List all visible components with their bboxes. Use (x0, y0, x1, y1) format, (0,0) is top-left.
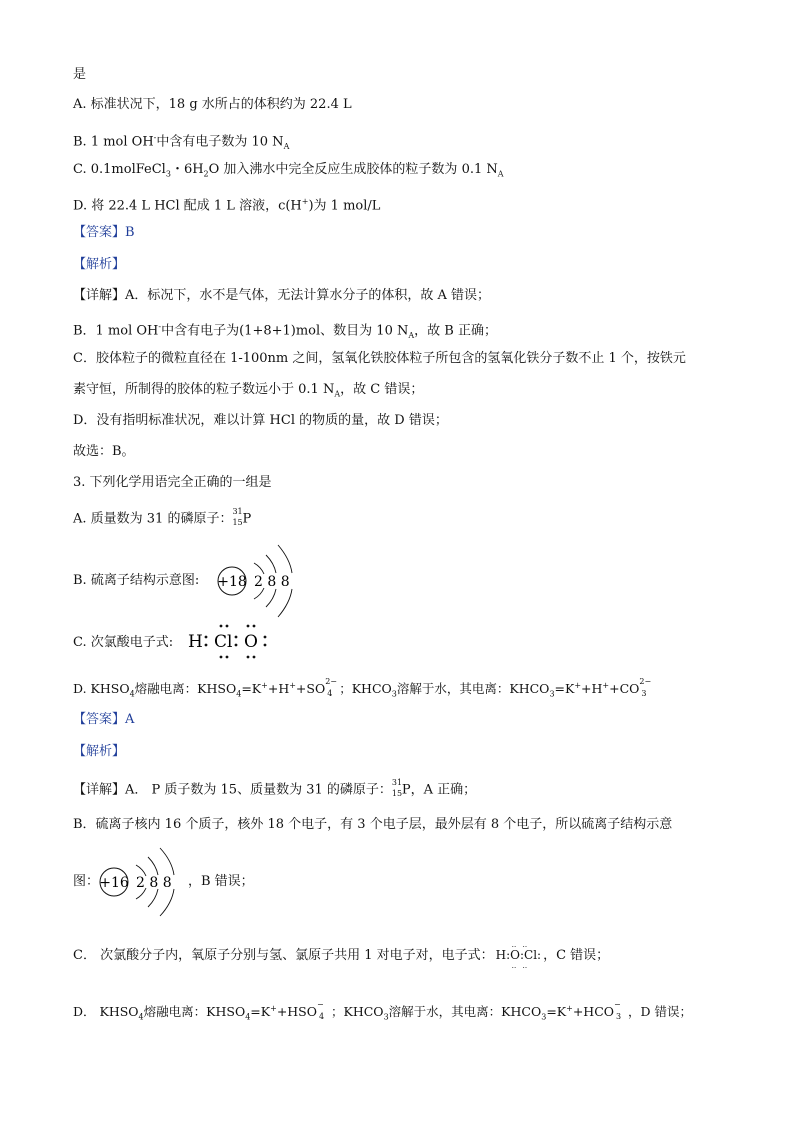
phosphorus-isotope: 31 15 (232, 507, 243, 527)
q2-option-b: B. 1 mol OH-中含有电子数为 10 $N_A$ (73, 133, 290, 151)
q2-option-d: D. 将 22.4 L HCl 配成 1 L 溶液，c(H+)为 1 mol/L (73, 197, 381, 214)
q3-detail-b-line2-prefix: 图： (73, 874, 100, 889)
svg-text:2 8 8: 2 8 8 (136, 875, 172, 891)
svg-text:+18: +18 (217, 574, 247, 590)
svg-text:Cl: Cl (214, 632, 233, 652)
q3-option-d: D. $KHSO_4$熔融电离：$KHSO_4=K^++H^++SO$ 2− 4 ；$KHCO_3$溶解于水，其电离：$KHCO_3=K^++H^++CO$ 2− 3 (73, 676, 652, 699)
q3-option-c-label: C. 次氯酸电子式: (73, 635, 174, 650)
q3-stem: 3. 下列化学用语完全正确的一组是 (73, 475, 272, 490)
q2-stem-tail: 是 (73, 67, 87, 82)
hypochlorous-electron-formula-wrong (186, 620, 278, 662)
q2-option-c: C. 0.1molFeCl$_3$・$6H_2O$ 加入沸水中完全反应生成胶体的粒子数为 0.1 $N_A$ (73, 162, 504, 179)
hypochlorous-electron-formula-correct: ‥ ‥ H:O:Cl: ‥ ‥ (495, 941, 542, 970)
svg-text:O: O (244, 632, 258, 652)
q3-option-b-label: B. 硫离子结构示意图: (73, 573, 200, 588)
q2-detail-b: B．1 mol OH-中含有电子为(1+8+1)mol、数目为 10 $N_A$，故 B 正确； (73, 322, 497, 340)
q3-detail-a: 【详解】A． P 质子数为 15、质量数为 31 的磷原子： 31 15 P，A 正确； (73, 778, 477, 798)
q3-detail-b-line2-suffix: ，B 错误； (188, 874, 254, 889)
q2-detail-c-line1: C．胶体粒子的微粒直径在 1-100nm 之间，氢氧化铁胶体粒子所包含的氢氧化铁分子数不止 1 个，按铁元 (73, 351, 686, 366)
svg-text:2 8 8: 2 8 8 (254, 574, 290, 590)
q2-conclusion: 故选：B。 (73, 444, 135, 459)
q3-analysis-label: 【解析】 (73, 744, 126, 759)
q3-answer: 【答案】A (73, 712, 135, 727)
q2-answer: 【答案】B (73, 225, 135, 240)
sulfide-ion-diagram-correct (98, 845, 186, 919)
q2-option-a: A. 标准状况下，18 g 水所占的体积约为 22.4 L (73, 97, 352, 112)
q2-detail-d: D．没有指明标准状况，难以计算 HCl 的物质的量，故 D 错误； (73, 413, 448, 428)
phosphorus-isotope: 31 15 (391, 778, 403, 798)
q3-detail-c: C． 次氯酸分子内，氧原子分别与氢、氯原子共用 1 对电子对，电子式： ‥ ‥ H:O:Cl: ‥ ‥ ，C 错误； (73, 941, 610, 970)
q2-analysis-label: 【解析】 (73, 257, 126, 272)
q3-detail-d: D． $KHSO_4$熔融电离：$KHSO_4=K^++HSO$ − 4 ；$KHCO_3$溶解于水，其电离：$KHCO_3=K^++HCO$ − 3 ，D 错误； (73, 999, 693, 1022)
q3-option-a: A. 质量数为 31 的磷原子： 31 15 P (73, 507, 252, 527)
q2-detail-c-line2: 素守恒，所制得的胶体的粒子数远小于 0.1 $N_A$，故 C 错误； (73, 382, 424, 399)
sulfide-ion-diagram-wrong (214, 541, 304, 623)
q3-detail-b-line1: B．硫离子核内 16 个质子，核外 18 个电子，有 3 个电子层，最外层有 8 个电子，所以硫离子结构示意 (73, 817, 673, 832)
q2-detail-a: 【详解】A．标况下，水不是气体，无法计算水分子的体积，故 A 错误； (73, 288, 491, 303)
svg-text:H: H (188, 632, 203, 652)
svg-text:+16: +16 (99, 875, 129, 891)
